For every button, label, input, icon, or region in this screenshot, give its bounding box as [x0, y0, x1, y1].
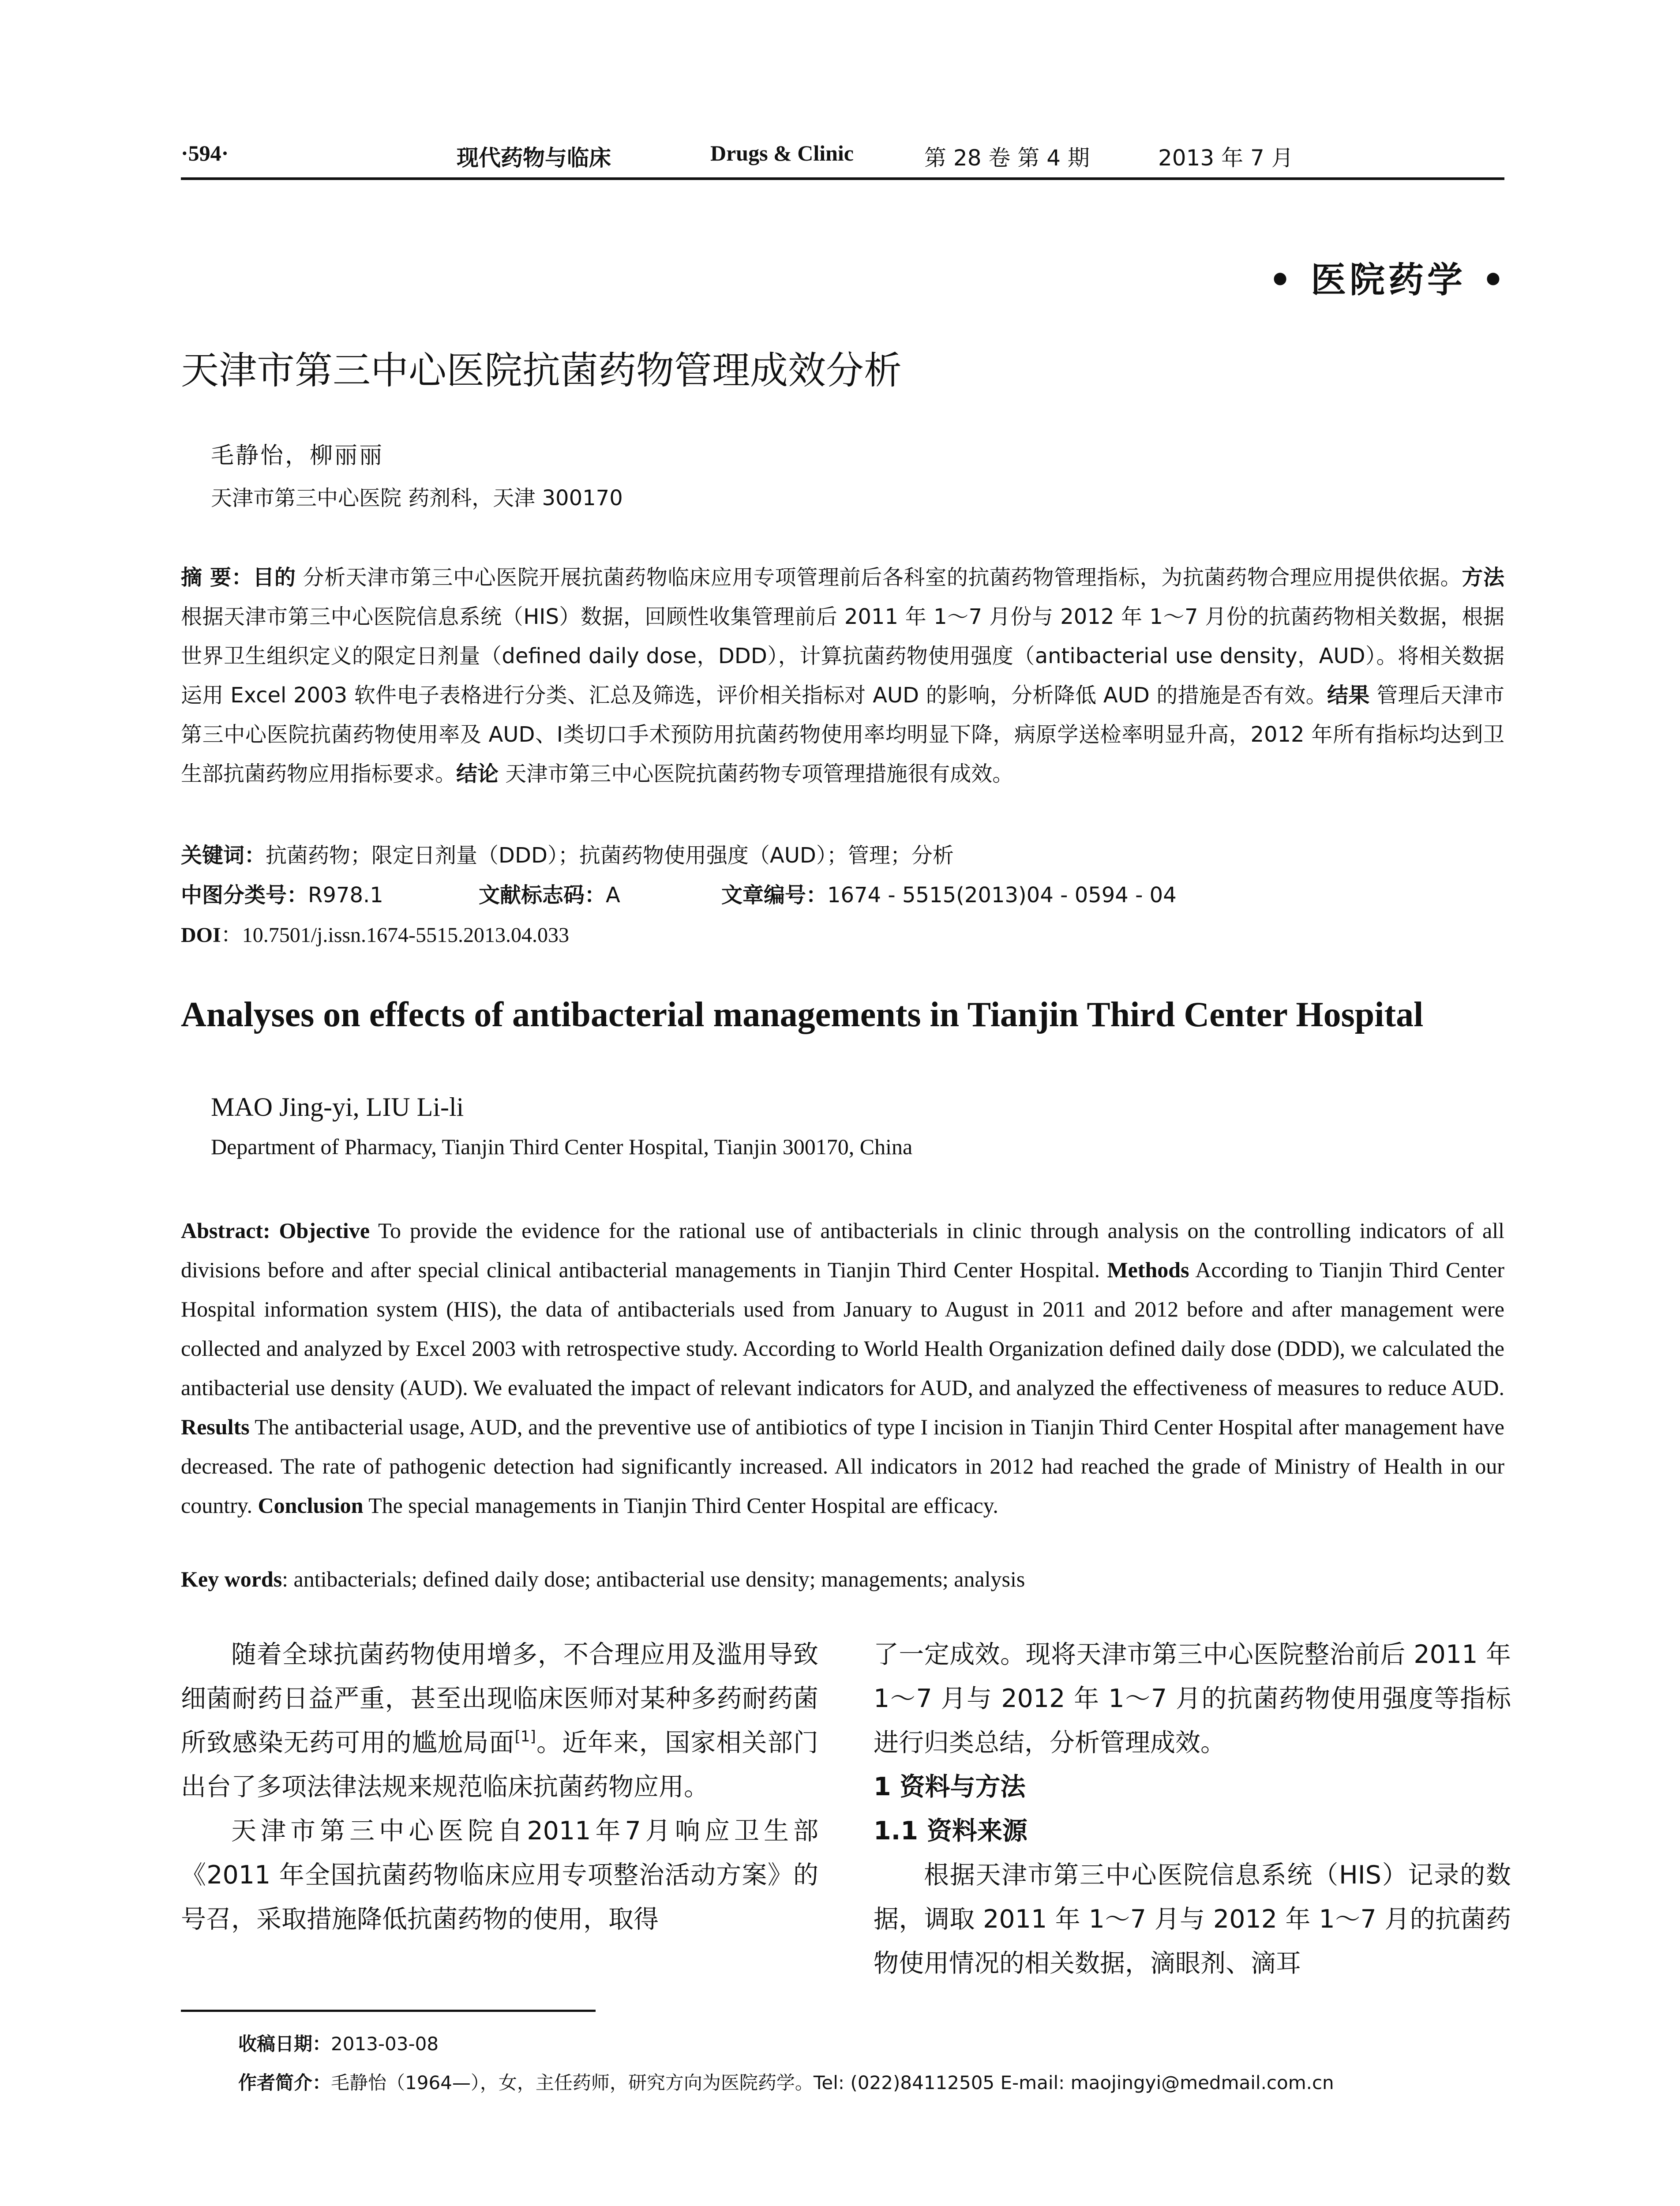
article-title-cn: 天津市第三中心医院抗菌药物管理成效分析 — [181, 349, 902, 393]
methods-text-cn: 根据天津市第三中心医院信息系统（HIS）数据，回顾性收集管理前后 2011 年 1～7 月份与 2012 年 1～7 月份的抗菌药物相关数据，根据世界卫生组织定义的限定日剂量（defined daily dose，DDD），计算抗菌药物使用强度（antibacterial use density，AUD）。将相关数据运用 Excel 2003 软件电子表格进行分类、汇总及筛选，评价相关指标对 AUD 的影响，分析降低 AUD 的措施是否有效。 — [181, 604, 1504, 708]
abstract-en — [181, 1211, 1504, 1525]
clc-value: R978.1 — [308, 883, 383, 908]
issue-date: 2013 年 7 月 — [1158, 145, 1294, 171]
keywords-en — [181, 1566, 1025, 1592]
footnote-rule — [181, 2010, 596, 2012]
keywords-text-cn: 抗菌药物；限定日剂量（DDD）；抗菌药物使用强度（AUD）；管理；分析 — [266, 843, 954, 868]
keywords-label-en: Key words — [181, 1567, 282, 1591]
authors-cn: 毛静怡，柳丽丽 — [211, 443, 384, 469]
conclusion-text-en: The special managements in Tianjin Third Center Hospital are efficacy. — [363, 1493, 998, 1518]
volume-issue: 第 28 卷 第 4 期 — [924, 145, 1090, 171]
author-bio-note — [238, 2068, 1334, 2095]
section-heading: 1 资料与方法 — [874, 1772, 1026, 1801]
body-paragraph — [181, 1632, 818, 1809]
body-paragraph: 了一定成效。现将天津市第三中心医院整治前后 2011 年 1～7 月与 2012 年 1～7 月的抗菌药物使用强度等指标进行归类总结，分析管理成效。 — [874, 1640, 1511, 1757]
section-label: • 医院药学 • — [1269, 259, 1508, 300]
clc-code — [181, 878, 383, 908]
methods-text-en: According to Tianjin Third Center Hospital information system (HIS), the data of antibacterials used from January to August in 2011 and 2012 before and after management were collected and analyzed by Excel 2003 with retrospective study. According to World Health Organization defined daily dose (DDD), we calculated the antibacterial use density (AUD). We evaluated the impact of relevant indicators for AUD, and analyzed the effectiveness of measures to reduce AUD. — [181, 1257, 1505, 1400]
conclusion-label-en: Conclusion — [258, 1493, 364, 1518]
methods-label-cn: 方法 — [1462, 565, 1504, 590]
author-bio-text: 毛静怡（1964—），女，主任药师，研究方向为医院药学。Tel: (022)84112505 E-mail: maojingyi@medmail.com.cn — [331, 2072, 1334, 2093]
journal-name-cn: 现代药物与临床 — [457, 145, 611, 171]
received-value: 2013-03-08 — [331, 2033, 439, 2055]
author-bio-label: 作者简介： — [238, 2072, 331, 2093]
conclusion-label-cn: 结论 — [456, 762, 499, 786]
results-label-cn: 结果 — [1327, 683, 1370, 708]
received-label: 收稿日期： — [238, 2033, 331, 2055]
page-number: ·594· — [181, 141, 229, 165]
journal-name-en: Drugs & Clinic — [710, 141, 854, 165]
paragraph-text: 随着全球抗菌药物使用增多，不合理应用及滥用导致细菌耐药日益严重，甚至出现临床医师对某种多药耐药菌所致感染无药可用的尴尬局面 — [181, 1640, 818, 1757]
doi-label: DOI — [181, 923, 221, 947]
running-header — [181, 140, 1504, 180]
authors-en: MAO Jing-yi, LIU Li-li — [211, 1092, 464, 1122]
paragraph-text: 。近年来，国家相关部门出台了多项法律法规来规范临床抗菌药物应用。 — [181, 1728, 819, 1801]
doc-code-value: A — [606, 883, 620, 908]
doi-value: ：10.7501/j.issn.1674-5515.2013.04.033 — [221, 923, 570, 947]
results-label-en: Results — [181, 1414, 250, 1439]
article-number — [721, 878, 1177, 908]
doi-line — [181, 918, 569, 948]
body-paragraph: 天津市第三中心医院自2011年7月响应卫生部《2011 年全国抗菌药物临床应用专项整治活动方案》的号召，采取措施降低抗菌药物的使用，取得 — [181, 1816, 818, 1934]
keywords-text-en: : antibacterials; defined daily dose; antibacterial use density; managements; analysis — [282, 1567, 1025, 1591]
body-column-right — [874, 1632, 1511, 1985]
received-date-note — [238, 2030, 439, 2056]
reference-citation: [1] — [514, 1728, 536, 1745]
abstract-cn — [181, 558, 1504, 794]
subsection-heading: 1.1 资料来源 — [874, 1816, 1028, 1846]
objective-text-cn: 分析天津市第三中心医院开展抗菌药物临床应用专项管理前后各科室的抗菌药物管理指标，为抗菌药物合理应用提供依据。 — [296, 565, 1462, 590]
conclusion-text-cn: 天津市第三中心医院抗菌药物专项管理措施很有成效。 — [499, 762, 1014, 786]
affiliation-en: Department of Pharmacy, Tianjin Third Center Hospital, Tianjin 300170, China — [211, 1134, 913, 1159]
body-paragraph: 根据天津市第三中心医院信息系统（HIS）记录的数据，调取 2011 年 1～7 月与 2012 年 1～7 月的抗菌药物使用情况的相关数据，滴眼剂、滴耳 — [874, 1861, 1511, 1978]
results-text-en: The antibacterial usage, AUD, and the preventive use of antibiotics of type I incision in Tianjin Third Center Hospital after management have decreased. The rate of pathogenic detection had significantly increased. All indicators in 2012 had reached the grade of Ministry of Health in our country. — [181, 1414, 1504, 1518]
methods-label-en: Methods — [1107, 1257, 1189, 1282]
abstract-label-en: Abstract: Objective — [181, 1218, 370, 1243]
clc-label: 中图分类号： — [181, 883, 308, 908]
results-text-cn: 管理后天津市第三中心医院抗菌药物使用率及 AUD、Ⅰ类切口手术预防用抗菌药物使用率均明显下降，病原学送检率明显升高，2012 年所有指标均达到卫生部抗菌药物应用指标要求。 — [181, 683, 1504, 786]
article-no-label: 文章编号： — [721, 883, 828, 908]
document-code — [479, 878, 620, 908]
objective-text-en: To provide the evidence for the rational use of antibacterials in clinic through analysis on the controlling indicators of all divisions before and after special clinical antibacterial managements in Tianjin Third Center Hospital. — [181, 1218, 1504, 1282]
keywords-cn — [181, 838, 954, 869]
article-no-value: 1674 - 5515(2013)04 - 0594 - 04 — [827, 883, 1177, 908]
article-title-en: Analyses on effects of antibacterial managements in Tianjin Third Center Hospital — [181, 995, 1424, 1034]
abstract-label-cn: 摘 要： — [181, 565, 253, 590]
body-column-left — [181, 1632, 818, 1941]
affiliation-cn: 天津市第三中心医院 药剂科，天津 300170 — [211, 486, 623, 510]
doc-code-label: 文献标志码： — [479, 883, 606, 908]
objective-label-cn: 目的 — [253, 565, 296, 590]
header-rule — [181, 177, 1504, 180]
keywords-label-cn: 关键词： — [181, 843, 266, 868]
